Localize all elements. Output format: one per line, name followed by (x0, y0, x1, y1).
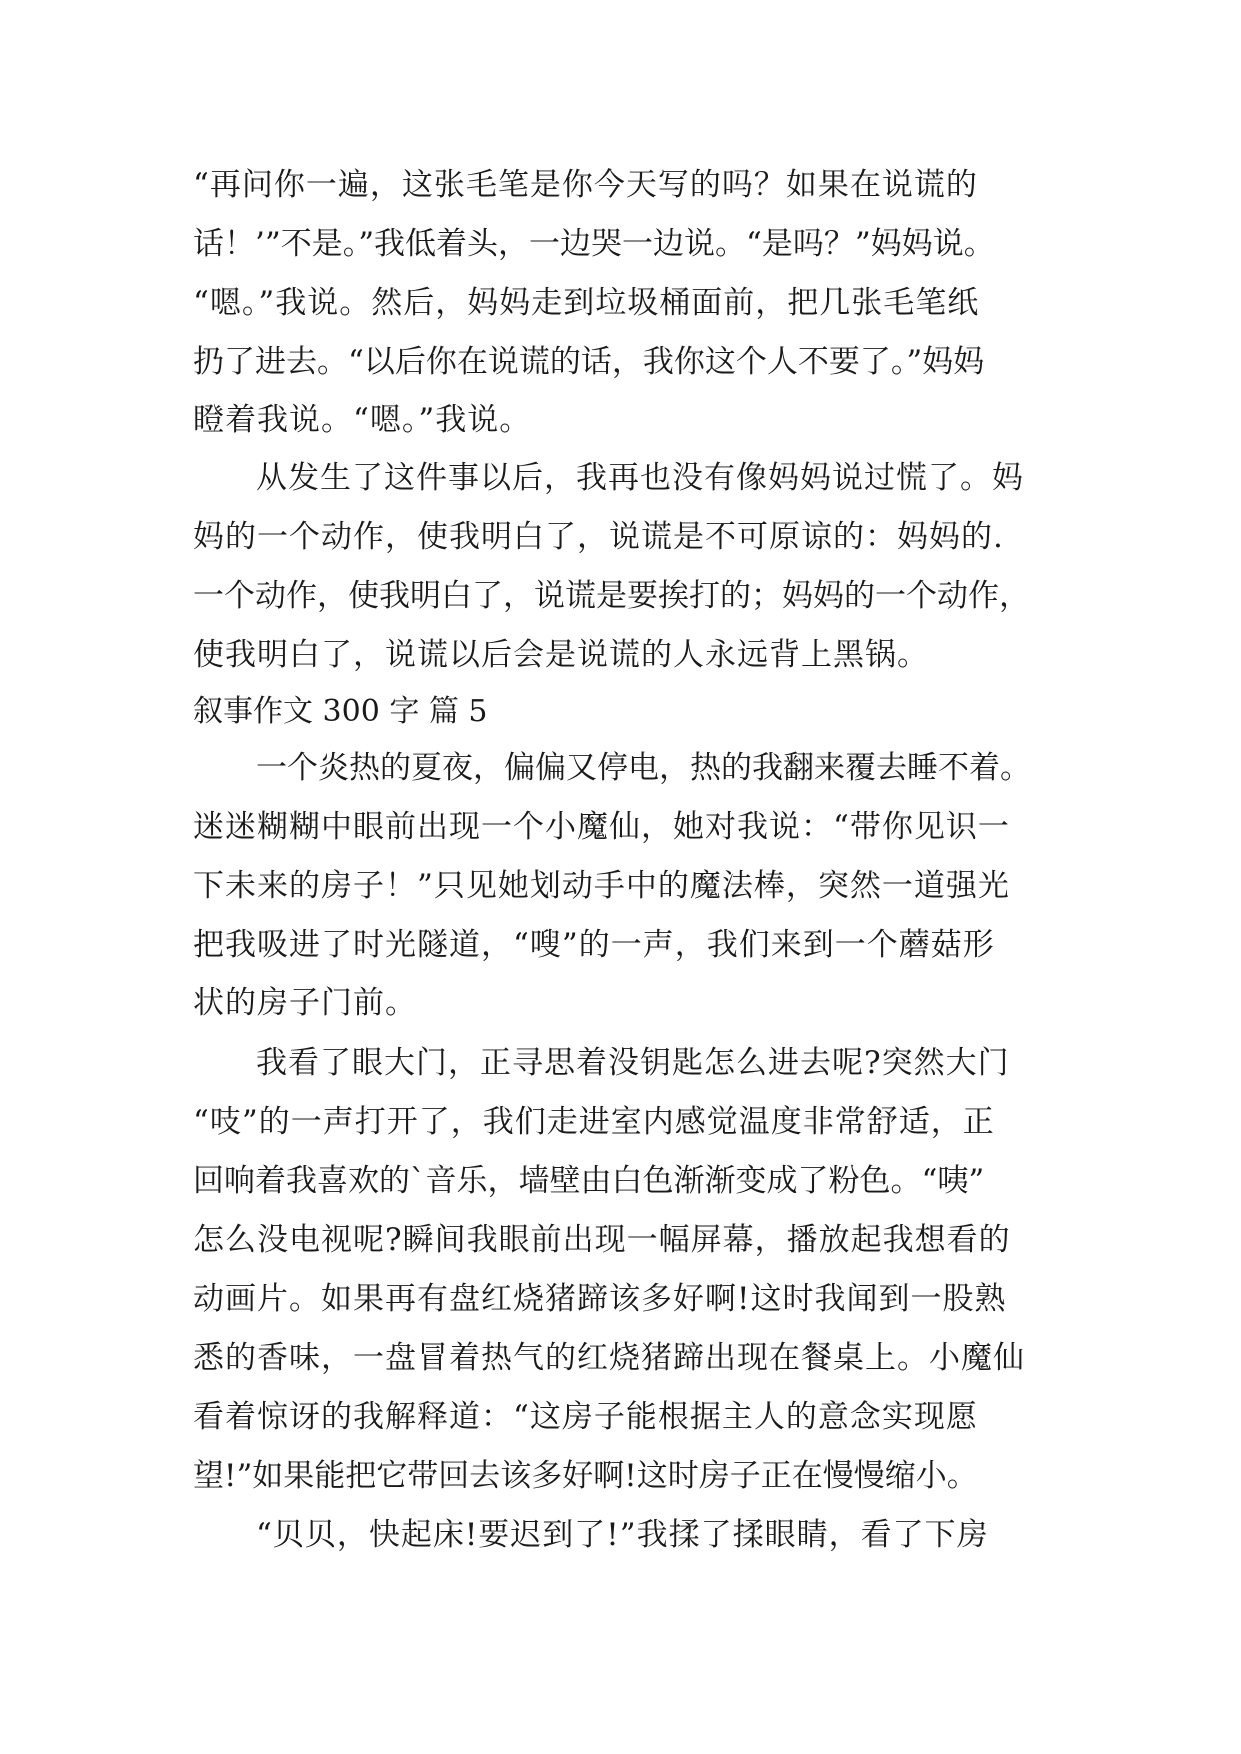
text-line: 迷迷糊糊中眼前出现一个小魔仙，她对我说：“带你见识一 (193, 809, 1010, 845)
text-line: 回响着我喜欢的`音乐，墙壁由白色渐渐变成了粉色。“咦” (193, 1163, 985, 1199)
text-line: 看着惊讶的我解释道：“这房子能根据主人的意念实现愿 (193, 1399, 978, 1435)
section-heading: 叙事作文 300 字 篇 5 (193, 694, 488, 729)
text-line: 使我明白了，说谎以后会是说谎的人永远背上黑锅。 (193, 637, 929, 673)
text-line: 妈的一个动作，使我明白了，说谎是不可原谅的：妈妈的. (193, 519, 1004, 555)
text-line: “再问你一遍，这张毛笔是你今天写的吗？如果在说谎的 (193, 167, 978, 203)
paragraph-first-line: 从发生了这件事以后，我再也没有像妈妈说过慌了。妈 (256, 460, 1024, 496)
text-line: 怎么没电视呢?瞬间我眼前出现一幅屏幕，播放起我想看的 (193, 1222, 1011, 1258)
text-line: 状的房子门前。 (193, 985, 417, 1021)
text-line: 话！’”不是。”我低着头，一边哭一边说。“是吗？”妈妈说。 (193, 226, 995, 262)
text-line: 悉的香味，一盘冒着热气的红烧猪蹄出现在餐桌上。小魔仙 (193, 1340, 1025, 1376)
paragraph-first-line: “贝贝，快起床!要迟到了!”我揉了揉眼睛，看了下房 (256, 1517, 989, 1553)
text-line: “嗯。”我说。然后，妈妈走到垃圾桶面前，把几张毛笔纸 (193, 285, 980, 321)
text-line: 下未来的房子！”只见她划动手中的魔法棒，突然一道强光 (193, 868, 1010, 904)
text-line: 把我吸进了时光隧道，“嗖”的一声，我们来到一个蘑菇形 (193, 927, 995, 963)
text-line: 瞪着我说。“嗯。”我说。 (193, 402, 532, 438)
paragraph-first-line: 一个炎热的夏夜，偏偏又停电，热的我翻来覆去睡不着。 (256, 750, 1031, 786)
text-line: 望!”如果能把它带回去该多好啊!这时房子正在慢慢缩小。 (193, 1458, 978, 1494)
text-line: 扔了进去。“以后你在说谎的话，我你这个人不要了。”妈妈 (193, 344, 985, 380)
text-line: 动画片。如果再有盘红烧猪蹄该多好啊!这时我闻到一股熟 (193, 1281, 1007, 1317)
text-line: 一个动作，使我明白了，说谎是要挨打的；妈妈的一个动作， (193, 578, 1030, 614)
paragraph-first-line: 我看了眼大门，正寻思着没钥匙怎么进去呢?突然大门 (256, 1045, 1010, 1081)
text-line: “吱”的一声打开了，我们走进室内感觉温度非常舒适，正 (193, 1104, 995, 1140)
